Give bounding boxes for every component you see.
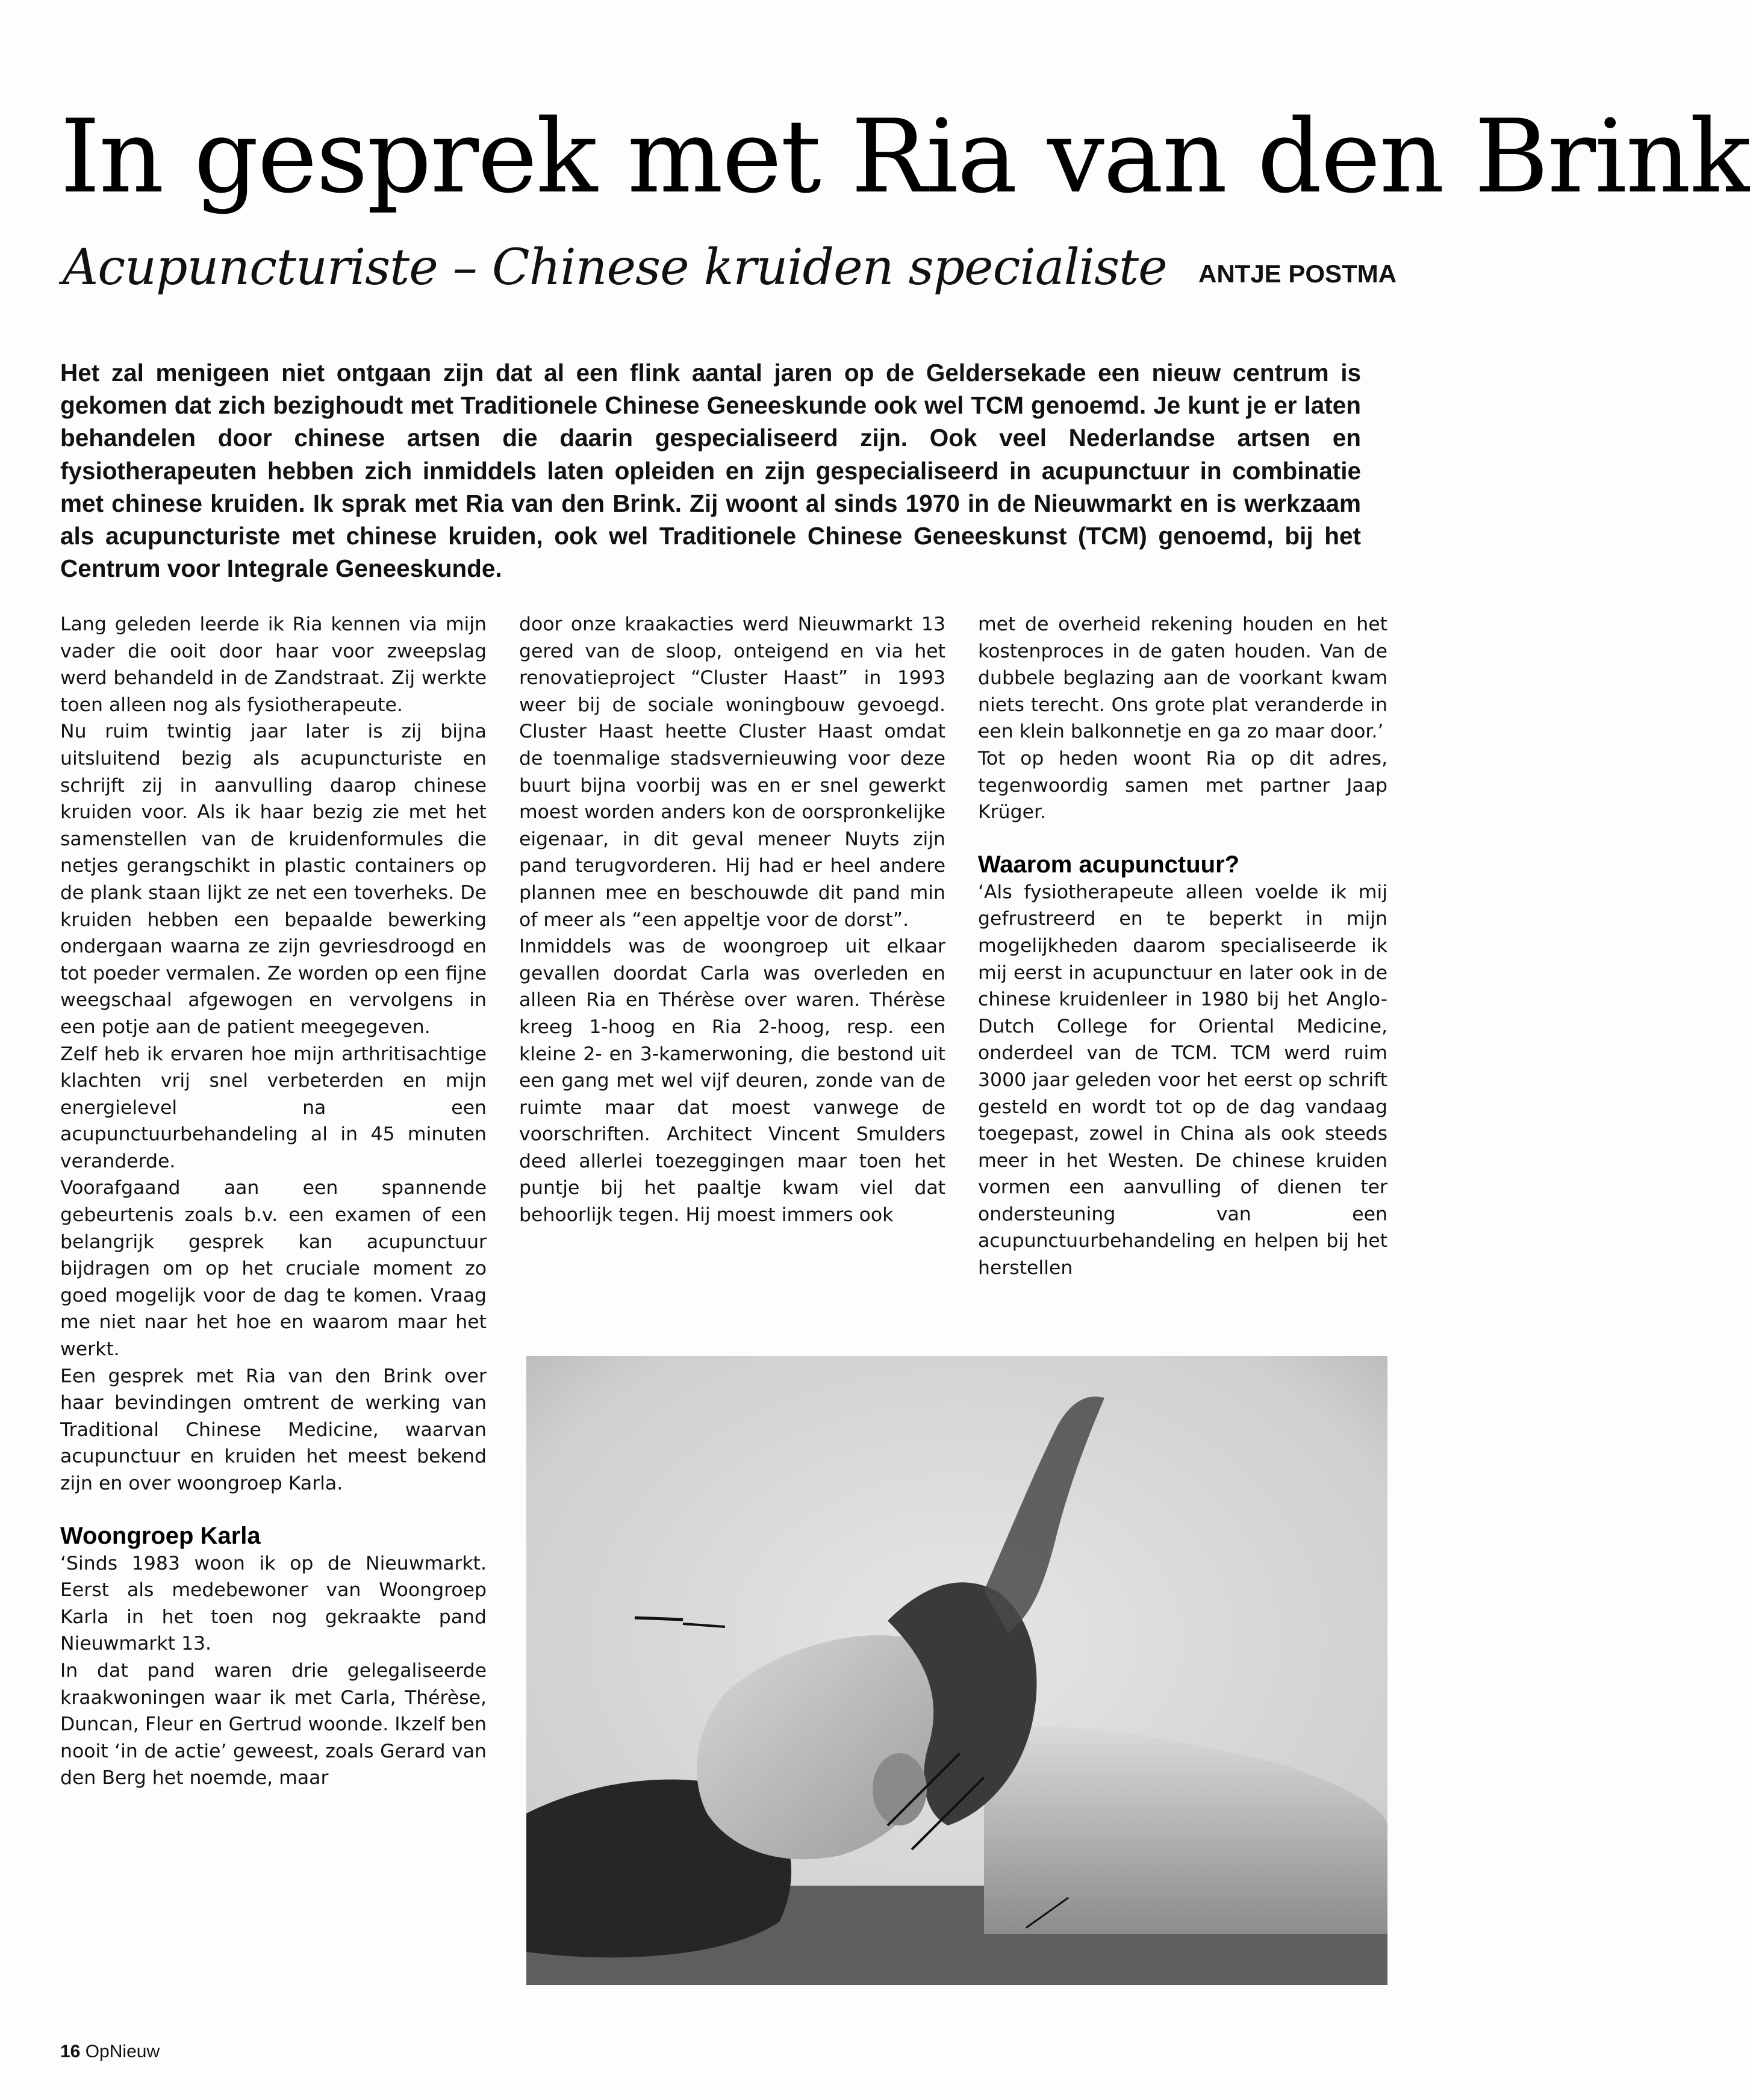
body-paragraph: met de overheid rekening houden en het kostenproces in de gaten houden. Van de dubbele beglazing aan de voorkant kwam niets terecht. Ons grote plat veranderde in een klein balkonnetje en ga zo maar door.’ <box>978 614 1387 743</box>
body-paragraph: Lang geleden leerde ik Ria kennen via mijn vader die ooit door haar voor zweepslag werd behandeld in de Zandstraat. Zij werkte toen alleen nog als fysiotherapeute. <box>60 614 487 716</box>
magazine-name: OpNieuw <box>85 2042 160 2061</box>
section-heading-acupunctuur: Waarom acupunctuur? <box>978 851 1240 878</box>
acupuncture-photo <box>526 1356 1387 1985</box>
section-heading-woongroep: Woongroep Karla <box>60 1522 261 1549</box>
body-paragraph: Een gesprek met Ria van den Brink over haar bevindingen omtrent de werking van Traditional Chinese Medicine, waarvan acupunctuur en kruiden het meest bekend zijn en over woongroep Karla. <box>60 1365 487 1494</box>
body-paragraph: ‘Sinds 1983 woon ik op de Nieuwmarkt. Eerst als medebewoner van Woongroep Karla in het toen nog gekraakte pand Nieuwmarkt 13. <box>60 1552 487 1655</box>
article-subtitle: Acupuncturiste – Chinese kruiden specialiste <box>63 239 1167 296</box>
body-paragraph: Tot op heden woont Ria op dit adres, tegenwoordig samen met partner Jaap Krüger. <box>978 747 1387 824</box>
text-column-3 <box>978 611 1387 1282</box>
body-paragraph: ‘Als fysiotherapeute alleen voelde ik mij gefrustreerd en te beperkt in mijn mogelijkheden daarom specialiseerde ik mij eerst in acupunctuur en later ook in de chinese kruidenleer in 1980 bij het Anglo-Dutch College for Oriental Medicine, onderdeel van de TCM. TCM werd ruim 3000 jaar geleden voor het eerst op schrift gesteld en wordt tot op de dag vandaag toegepast, zowel in China als ook steeds meer in het Westen. De chinese kruiden vormen een aanvulling of dienen ter ondersteuning van een acupunctuurbehandeling en helpen bij het herstellen <box>978 881 1387 1279</box>
author-byline: ANTJE POSTMA <box>1198 259 1397 288</box>
text-column-1 <box>60 611 487 1792</box>
needle-icon <box>635 1618 683 1620</box>
article-title: In gesprek met Ria van den Brink <box>60 98 1750 216</box>
body-paragraph: Zelf heb ik ervaren hoe mijn arthritisachtige klachten vrij snel verbeterden en mijn energielevel na een acupunctuurbehandeling al in 45 minuten veranderde. <box>60 1043 487 1172</box>
body-paragraph: Nu ruim twintig jaar later is zij bijna uitsluitend bezig als acupuncturiste en schrijft zij in aanvulling daarop chinese kruiden voor. Als ik haar bezig zie met het samenstellen van de kruidenformules die netjes gerangschikt in plastic containers op de plank staan lijkt ze net een toverheks. De kruiden hebben een bepaalde bewerking ondergaan waarna ze zijn gevriesdroogd en tot poeder vermalen. Ze worden op een fijne weegschaal afgewogen en vervolgens in een potje aan de patient meegegeven. <box>60 721 487 1038</box>
body-paragraph: In dat pand waren drie gelegaliseerde kraakwoningen waar ik met Carla, Thérèse, Duncan, Fleur en Gertrud woonde. Ikzelf ben nooit ‘in de actie’ geweest, zoals Gerard van den Berg het noemde, maar <box>60 1659 487 1789</box>
page-number: 16 <box>60 2042 81 2061</box>
body-paragraph: Inmiddels was de woongroep uit elkaar gevallen doordat Carla was overleden en alleen Ria en Thérèse over waren. Thérèse kreeg 1-hoog en Ria 2-hoog, resp. een kleine 2- en 3-kamerwoning, die bestond uit een gang met wel vijf deuren, zonde van de ruimte maar dat moest vanwege de voorschriften. Architect Vincent Smulders deed allerlei toezeggingen maar toen het puntje bij het paaltje kwam viel dat behoorlijk tegen. Hij moest immers ook <box>519 936 945 1226</box>
page-footer <box>60 2041 160 2063</box>
body-paragraph: door onze kraakacties werd Nieuwmarkt 13 gered van de sloop, onteigend en via het renovatieproject “Cluster Haast” in 1993 weer bij de sociale woningbouw gevoegd. Cluster Haast heette Cluster Haast omdat de toenmalige stadsvernieuwing voor deze buurt bijna voorbij was en er snel gewerkt moest worden anders kon de oorspronkelijke eigenaar, in dit geval meneer Nuyts zijn pand terugvorderen. Hij had er heel andere plannen mee en beschouwde dit pand min of meer als “een appeltje voor de dorst”. <box>519 614 945 931</box>
body-paragraph: Voorafgaand aan een spannende gebeurtenis zoals b.v. een examen of een belangrijk gesprek kan acupunctuur bijdragen om op het cruciale moment zo goed mogelijk voor de dag te komen. Vraag me niet naar het hoe en waarom maar het werkt. <box>60 1177 487 1361</box>
photo-illustration <box>526 1356 1387 1985</box>
text-column-2 <box>519 611 945 1229</box>
lead-paragraph: Het zal menigeen niet ontgaan zijn dat al een flink aantal jaren op de Geldersekade een nieuw centrum is gekomen dat zich bezighoudt met Traditionele Chinese Geneeskunde ook wel TCM genoemd. Je kunt je er laten behandelen door chinese artsen die daarin gespecialiseerd zijn. Ook veel Nederlandse artsen en fysiotherapeuten hebben zich inmiddels laten opleiden en zijn gespecialiseerd in acupunctuur in combinatie met chinese kruiden. Ik sprak met Ria van den Brink. Zij woont al sinds 1970 in de Nieuwmarkt en is werkzaam als acupuncturiste met chinese kruiden, ook wel Traditionele Chinese Geneeskunst (TCM) genoemd, bij het Centrum voor Integrale Geneeskunde. <box>60 359 1361 583</box>
